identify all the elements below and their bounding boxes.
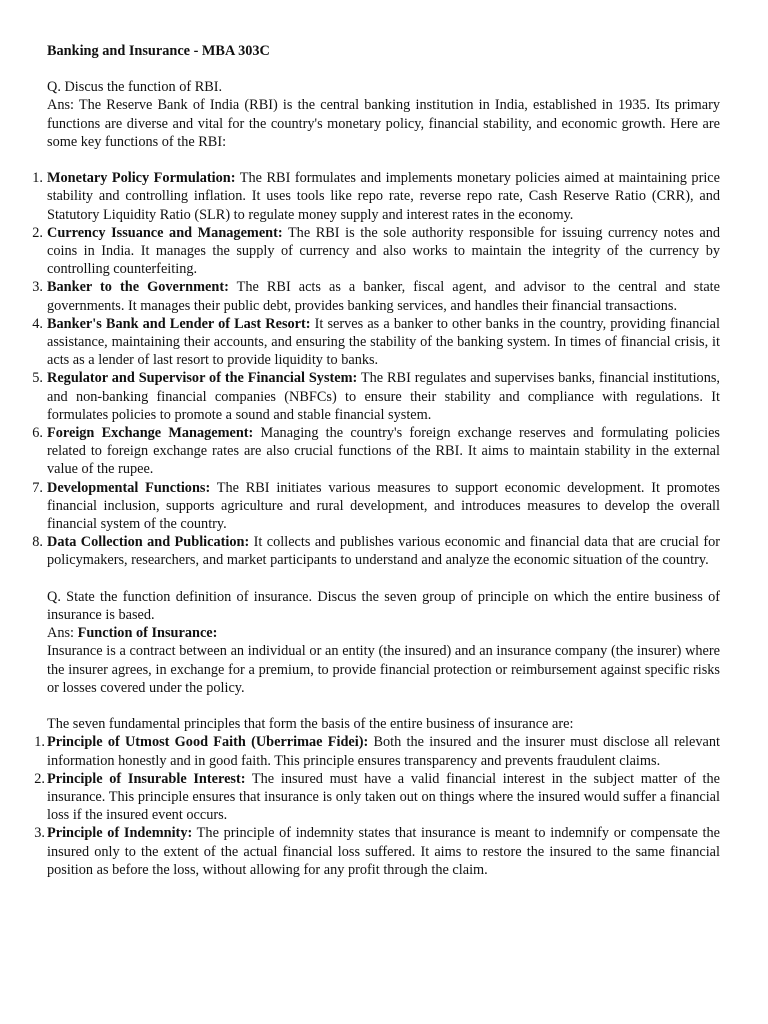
list-item-heading: Principle of Utmost Good Faith (Uberrimae Fidei):: [47, 734, 369, 751]
list-number: 8.: [32, 534, 43, 551]
list-item: [32, 278, 720, 314]
list-number: 2.: [32, 224, 43, 241]
spacer: [47, 697, 720, 715]
list-item: [32, 369, 720, 424]
list-item: [34, 770, 720, 825]
list-item-text: The RBI is the sole authority responsible for issuing currency notes and coins in India. It manages the supply of currency and also works to maintain the integrity of the currency by controlling counterfeiting.: [47, 224, 720, 278]
list-item-heading: Foreign Exchange Management:: [47, 425, 254, 442]
list-item: [32, 533, 720, 569]
list-item-text: The RBI regulates and supervises banks, financial institutions, and non-banking financial companies (NBFCs) to ensure their stability and compliance with regulations. It formulates policies to promote a sound and stable financial system.: [47, 370, 720, 423]
list-item-heading: Banker's Bank and Lender of Last Resort:: [47, 315, 311, 332]
list-number: 5.: [32, 370, 43, 387]
list-item-text: The principle of indemnity states that insurance is meant to indemnify or compensate the insured only to the extent of the actual financial loss suffered. It aims to restore the insured to the same financial position as before the loss, without allowing for any profit through the claim.: [47, 825, 720, 878]
list-item: [32, 479, 720, 534]
list-item-heading: Banker to the Government:: [47, 279, 229, 296]
answer-heading: Function of Insurance:: [77, 625, 218, 642]
list-number: 3.: [32, 279, 43, 296]
principles-intro: The seven fundamental principles that form the basis of the entire business of insurance are:: [47, 716, 574, 733]
list-item-heading: Principle of Indemnity:: [47, 825, 193, 842]
answer-2-heading-line: [47, 624, 720, 642]
list-item-text: Managing the country's foreign exchange reserves and formulating policies related to foreign exchange rates are also crucial functions of the RBI. It aims to maintain stability in the external value of the rupee.: [47, 425, 720, 478]
spacer: [47, 570, 720, 588]
list-item: [32, 169, 720, 224]
list-number: 7.: [32, 479, 43, 496]
list-item-text: The insured must have a valid financial interest in the subject matter of the insurance. This principle ensures that insurance is only taken out on things where the insured would suffer a financial loss if the insured event occurs.: [47, 770, 720, 824]
list-number: 1.: [34, 734, 45, 751]
list-item-heading: Principle of Insurable Interest:: [47, 770, 246, 787]
list-item-heading: Regulator and Supervisor of the Financial System:: [47, 370, 358, 387]
list-item: [32, 224, 720, 279]
list-number: 6.: [32, 425, 43, 442]
list-item-heading: Data Collection and Publication:: [47, 534, 250, 551]
list-number: 4.: [32, 315, 43, 332]
list-number: 3.: [34, 825, 45, 842]
question-2: Q. State the function definition of insurance. Discus the seven group of principle on which the entire business of insurance is based.: [47, 588, 720, 624]
list-item-heading: Monetary Policy Formulation:: [47, 170, 236, 187]
list-number: 1.: [32, 170, 43, 187]
spacer: [47, 151, 720, 169]
list-item-text: It collects and publishes various economic and financial data that are crucial for policymakers, researchers, and market participants to understand and analyze the economic situation of the country.: [47, 534, 720, 569]
document-page: [32, 42, 720, 879]
list-number: 2.: [34, 770, 45, 787]
insurance-principles-list: [34, 733, 720, 879]
list-item: [34, 824, 720, 879]
list-item-heading: Currency Issuance and Management:: [47, 224, 283, 241]
question-1: Q. Discus the function of RBI.: [47, 79, 223, 96]
answer-1-intro: Ans: The Reserve Bank of India (RBI) is the central banking institution in India, established in 1935. Its primary functions are diverse and vital for the country's monetary policy, financial stability, and economic growth. Here are some key functions of the RBI:: [47, 97, 720, 150]
list-item-text: The RBI formulates and implements monetary policies aimed at maintaining price stability and controlling inflation. It uses tools like repo rate, reverse repo rate, Cash Reserve Ratio (CRR), and Statutory Liquidity Ratio (SLR) to regulate money supply and interest rates in the economy.: [47, 170, 720, 223]
list-item: [32, 424, 720, 479]
list-item-text: It serves as a banker to other banks in the country, providing financial assistance, maintaining their accounts, and ensuring the stability of the banking system. In times of financial crisis, it acts as a lender of last resort to provide liquidity to banks.: [47, 315, 720, 369]
rbi-functions-list: [32, 169, 720, 569]
list-item-text: Both the insured and the insurer must disclose all relevant information honestly and in good faith. This principle ensures transparency and prevents fraudulent claims.: [47, 734, 720, 769]
list-item-heading: Developmental Functions:: [47, 479, 211, 496]
document-title: Banking and Insurance - MBA 303C: [47, 43, 270, 59]
answer-prefix: Ans:: [47, 625, 78, 642]
insurance-definition: Insurance is a contract between an individual or an entity (the insured) and an insurance company (the insurer) where the insurer agrees, in exchange for a premium, to provide financial protection or reimbursement against specific risks or losses covered under the policy.: [47, 643, 720, 696]
list-item: [34, 733, 720, 769]
list-item-text: The RBI acts as a banker, fiscal agent, and advisor to the central and state governments. It manages their public debt, provides banking services, and handles their financial transactions.: [47, 279, 720, 314]
list-item-text: The RBI initiates various measures to support economic development. It promotes financial inclusion, supports agriculture and rural development, and introduces measures to develop the overall financial system of the country.: [47, 479, 720, 533]
list-item: [32, 315, 720, 370]
